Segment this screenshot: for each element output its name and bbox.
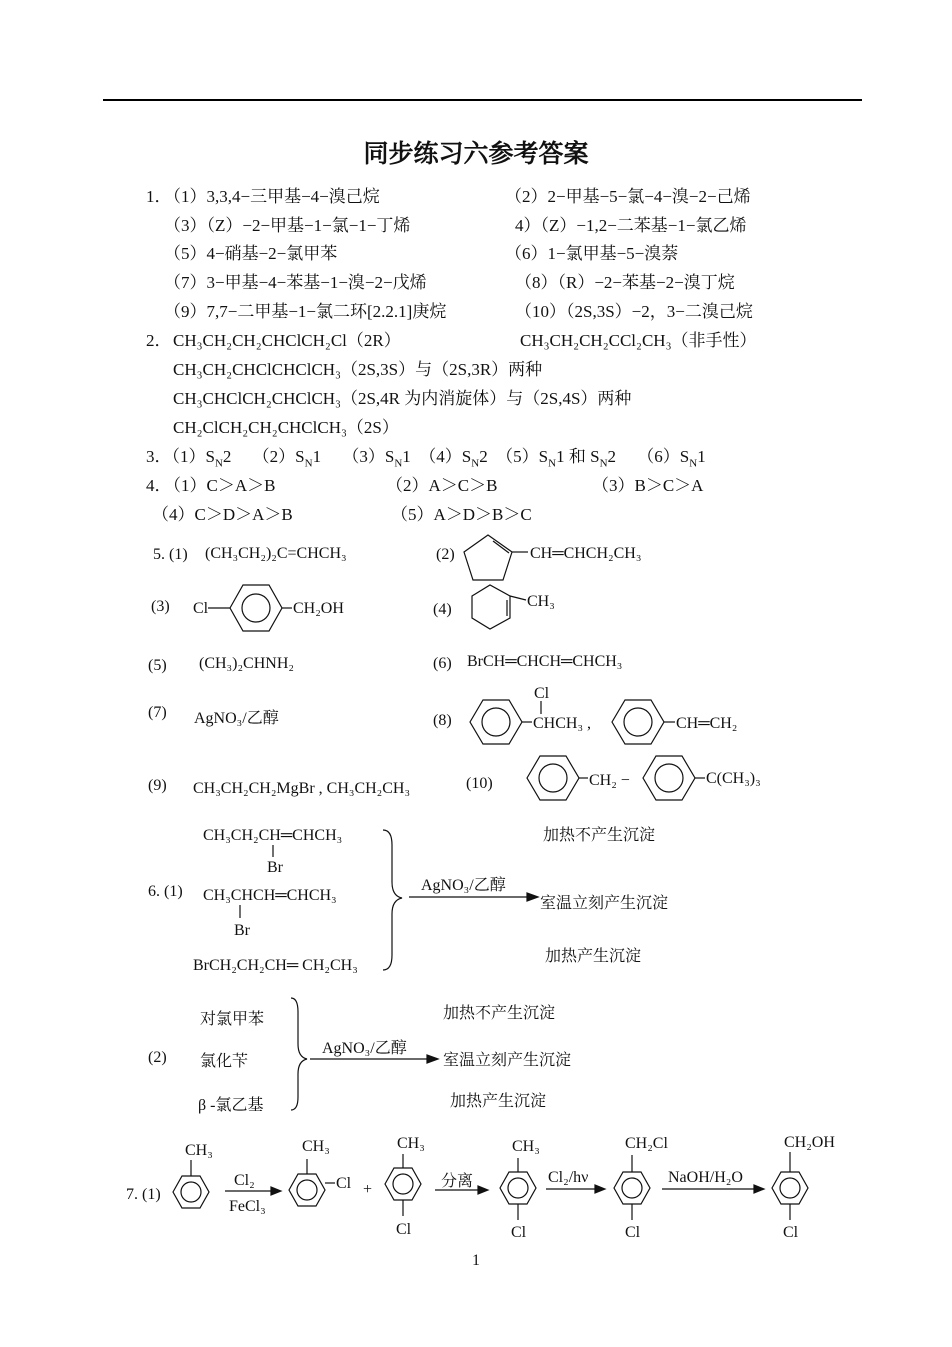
q7-ch2oh-cl: Cl [783,1224,799,1241]
q4-item-1: （1）C＞A＞B [164,476,276,495]
q1-item-8: （8）（R）−2−苯基−2−溴丁烷 [515,273,735,292]
benzene-circle [297,1180,317,1200]
q5-label-3: (3) [151,598,170,615]
q3-line: 3．$(1)S_N2$ $(2)S_N1$ $(3)S_N1$ $(4)S_N2$ $(5)S_N1$ 和 $S_N2$ $(6)S_N1$ [146,447,706,470]
q5-label-2: (2) [436,546,455,563]
q6-label-1: 6. (1) [148,883,183,900]
q5-label-10: (10) [466,775,493,792]
benzene-ring [772,1172,808,1204]
q2-line-3: CH₃CH₂CHClCHClCH₃（2S,3S）与（2S,3R）两种 [173,360,543,379]
q7-toluene-ch3: CH₃ [185,1142,213,1159]
q5-label-4: (4) [433,601,452,618]
q2-line-1: CH₃CH₂CH₂CHClCH₂Cl（2R） [173,331,401,350]
benzene-ring [527,756,579,800]
q6-label-2: (2) [148,1049,167,1066]
cyclohexene-ring [472,585,510,629]
benzene-ring [643,756,695,800]
q1-number: 1． [146,187,172,206]
curly-brace [291,998,307,1110]
q6-compound-3: BrCH₂CH₂CH═ CH₂CH₃ [193,957,358,974]
arrowhead [595,1185,605,1193]
benzene-ring [470,700,522,744]
q4-item-5: （5）A＞D＞B＞C [391,505,532,524]
q5-label-7: (7) [148,704,167,721]
q5-answer-8-1: CHCH₃ , [533,715,592,732]
benzene-circle [508,1178,528,1198]
q5-answer-3-right: CH₂OH [293,600,344,617]
q5-answer-5: (CH₃)₂CHNH₂ [199,655,294,672]
arrowhead [478,1186,488,1194]
q5-answer-8-2: CH═CH₂ [676,715,738,732]
q7-o-cl: Cl [336,1175,352,1192]
q1-item-4: 4）（Z）−1,2−二苯基−1−氯乙烯 [515,216,747,235]
page-number: 1 [472,1252,480,1269]
q5-answer-10-1: CH₂ − [589,772,630,789]
q7-ch2oh: CH₂OH [784,1134,835,1151]
q6-result-2-3: 加热产生沉淀 [450,1093,547,1110]
q5-label-9: (9) [148,777,167,794]
benzene-circle [242,594,270,622]
q1-item-5: （5）4−硝基−2−氯甲苯 [164,244,338,263]
q7-reagent-4: NaOH/H₂O [668,1169,743,1186]
q6-result-1-1: 加热不产生沉淀 [543,827,656,844]
q6-compound-1-br: Br [267,859,283,876]
q5-label-5: (5) [148,657,167,674]
q1-item-1: （1）3,3,4−三甲基−4−溴己烷 [164,187,380,206]
page-title: 同步练习六参考答案 [363,139,589,168]
q6-compound2-2: 氯化苄 [200,1053,249,1070]
q7-reagent-1-top: Cl₂ [234,1172,255,1189]
q1-item-6: （6）1−氯甲基−5−溴萘 [505,244,679,263]
q7-iso-ch3: CH₃ [512,1138,540,1155]
arrowhead [271,1187,281,1195]
q6-reagent-2: AgNO₃/乙醇 [322,1040,407,1057]
q6-result-1-2: 室温立刻产生沉淀 [540,895,669,912]
q1-item-2: （2）2−甲基−5−氯−4−溴−2−己烯 [505,187,751,206]
q4-item-2: （2）A＞C＞B [386,476,498,495]
q2-line-2: CH₃CH₂CH₂CCl₂CH₃（非手性） [520,331,757,350]
q7-label: 7. (1) [126,1186,161,1203]
q2-number: 2． [146,331,172,350]
q7-reagent-2: 分离 [441,1173,474,1190]
q5-answer-10-2: C(CH₃)₃ [706,770,761,787]
ring-double-bond [493,541,509,553]
q6-compound-2-br: Br [234,922,250,939]
arrowhead [527,893,538,901]
benzene-circle [780,1178,800,1198]
benzene-circle [655,764,683,792]
benzene-ring [230,585,282,631]
q4-item-3: （3）B＞C＞A [592,476,704,495]
q5-answer-3-left: Cl [193,600,209,617]
q5-label-8: (8) [433,712,452,729]
q5-answer-7: AgNO₃/乙醇 [194,710,279,727]
q7-iso-cl: Cl [511,1224,527,1241]
q7-p-ch3: CH₃ [397,1135,425,1152]
benzene-ring [500,1172,536,1204]
benzene-circle [624,708,652,736]
q2-line-5: CH₂ClCH₂CH₂CHClCH₃（2S） [173,418,399,437]
q1-item-10: （10）（2S,3S）−2，3−二溴己烷 [515,302,753,321]
q5-answer-8-cl: Cl [534,685,550,702]
q6-compound2-3: β -氯乙基 [198,1097,264,1114]
q6-compound2-1: 对氯甲苯 [200,1011,265,1028]
q5-label-1: 5. (1) [153,546,188,563]
q5-answer-1: (CH₃CH₂)₂C=CHCH₃ [205,545,347,562]
q6-result-2-2: 室温立刻产生沉淀 [443,1052,572,1069]
arrowhead [754,1185,764,1193]
q5-answer-4: CH₃ [527,593,555,610]
q1-item-3: （3）（Z）−2−甲基−1−氯−1−丁烯 [164,216,411,235]
q7-p-cl: Cl [396,1221,412,1238]
cyclopentene-ring [464,535,512,580]
benzene-circle [393,1174,413,1194]
q6-compound-2: CH₃CHCH═CHCH₃ [203,887,337,904]
q4-number: 4． [146,476,172,495]
q7-ch2cl-cl: Cl [625,1224,641,1241]
benzene-ring [173,1176,209,1208]
q2-line-4: CH₃CHClCH₂CHClCH₃（2S,4R 为内消旋体）与（2S,4S）两种 [173,389,632,408]
q5-answer-2: CH═CHCH₂CH₃ [530,545,642,562]
q6-compound-1: CH₃CH₂CH═CHCH₃ [203,827,343,844]
q7-reagent-3: Cl₂/hν [548,1169,589,1186]
benzene-ring [612,700,664,744]
benzene-ring [614,1172,650,1204]
q7-reagent-1-bottom: FeCl₃ [229,1198,266,1215]
benzene-circle [539,764,567,792]
benzene-ring [289,1174,325,1206]
q6-reagent-1: AgNO₃/乙醇 [421,877,506,894]
q7-plus: + [363,1181,373,1198]
benzene-circle [482,708,510,736]
q4-item-4: （4）C＞D＞A＞B [152,505,293,524]
curly-brace [383,830,402,970]
q1-item-7: （7）3−甲基−4−苯基−1−溴−2−戊烯 [164,273,427,292]
arrowhead [427,1055,438,1063]
q5-label-6: (6) [433,655,452,672]
q6-result-1-3: 加热产生沉淀 [545,948,642,965]
q7-ch2cl: CH₂Cl [625,1135,668,1152]
q5-answer-9: CH₃CH₂CH₂MgBr , CH₃CH₂CH₃ [193,780,411,797]
q7-o-ch3: CH₃ [302,1138,330,1155]
q1-item-9: （9）7,7−二甲基−1−氯二环[2.2.1]庚烷 [164,302,447,321]
bond [510,596,526,600]
q5-answer-6: BrCH═CHCH═CHCH₃ [467,653,623,670]
benzene-ring [385,1168,421,1200]
benzene-circle [622,1178,642,1198]
benzene-circle [181,1182,201,1202]
q6-result-2-1: 加热不产生沉淀 [443,1005,556,1022]
